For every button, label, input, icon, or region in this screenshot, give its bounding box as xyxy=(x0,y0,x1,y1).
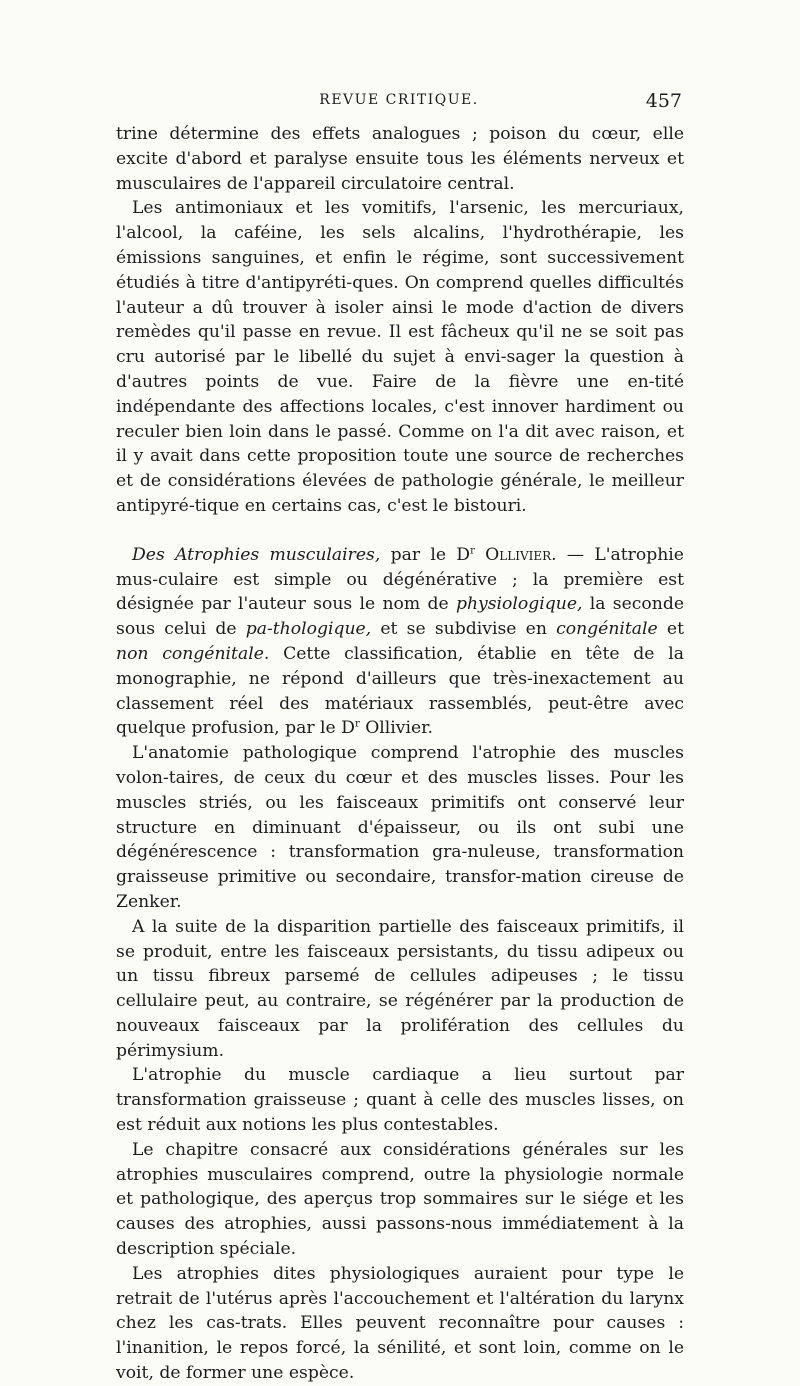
author-name: Ollivier. xyxy=(485,544,557,565)
section-title: Des Atrophies musculaires, xyxy=(132,544,381,565)
paragraph-8: Les atrophies dites physiologiques auraient pour type le retrait de l'utérus après l'accouchement et l'altération du larynx chez les cas-trats. Elles peuvent reconnaître pour causes : l'inanition, le repos forcé, la sénilité, et sont loin, comme on le voit, de former une espèce. xyxy=(116,1263,684,1384)
running-title: REVUE CRITIQUE. xyxy=(319,92,479,108)
body-text xyxy=(116,122,684,1386)
paragraph-4: L'anatomie pathologique comprend l'atrophie des muscles volon-taires, de ceux du cœur et des muscles lisses. Pour les muscles striés, ou les faisceaux primitifs ont conservé leur structure en diminuant d'épaisseur, ou ils ont subi une dégénérescence : transformation gra-nuleuse, transformation graisseuse primitive ou secondaire, transfor-mation cireuse de Zenker. xyxy=(116,743,684,912)
page-header xyxy=(116,92,682,116)
page-number: 457 xyxy=(645,90,682,112)
paragraph-1: trine détermine des effets analogues ; poison du cœur, elle excite d'abord et paralyse ensuite tous les éléments nerveux et musculaires de l'appareil circulatoire central. xyxy=(116,124,684,194)
paragraph-7: Le chapitre consacré aux considérations générales sur les atrophies musculaires comprend, outre la physiologie normale et pathologique, des aperçus trop sommaires sur le siége et les causes des atrophies, aussi passons-nous immédiatement à la description spéciale. xyxy=(116,1139,684,1260)
paragraph-2: Les antimoniaux et les vomitifs, l'arsenic, les mercuriaux, l'alcool, la caféine, les sels alcalins, l'hydrothérapie, les émissions sanguines, et enfin le régime, sont successivement étudiés à titre d'antipyréti-ques. On comprend quelles difficultés l'auteur a dû trouver à isoler ainsi le mode d'action de divers remèdes qu'il passe en revue. Il est fâcheux qu'il ne se soit pas cru autorisé par le libellé du sujet à envi-sager la question à d'autres points de vue. Faire de la fièvre une en-tité indépendante des affections locales, c'est innover hardiment ou reculer bien loin dans le passé. Comme on l'a dit avec raison, et il y avait dans cette proposition toute une source de recherches et de considérations élevées de pathologie générale, le meilleur antipyré-tique en certains cas, c'est le bistouri. xyxy=(116,198,684,516)
paragraph-5: A la suite de la disparition partielle des faisceaux primitifs, il se produit, entre les faisceaux persistants, du tissu adipeux ou un tissu fibreux parsemé de cellules adipeuses ; le tissu cellulaire peut, au contraire, se régénérer par la production de nouveaux faisceaux par la prolifération des cellules du périmysium. xyxy=(116,916,684,1061)
paragraph-6: L'atrophie du muscle cardiaque a lieu surtout par transformation graisseuse ; quant à celle des muscles lisses, on est réduit aux notions les plus contestables. xyxy=(116,1065,684,1136)
section-paragraph-atrophies: Des Atrophies musculaires, par le $D^r$ Ollivier. — L'atrophie mus-culaire est simple ou dégénérative ; la première est désignée par l'auteur sous le nom de physiologique, la seconde sous celui de pa-thologique, et se subdivise en congénitale et non congénitale. Cette classification, établie en tête de la monographie, ne répond d'ailleurs que très-inexactement au classement réel des matériaux rassemblés, peut-être avec quelque profusion, par le $D^r$ Ollivier. xyxy=(116,544,685,739)
